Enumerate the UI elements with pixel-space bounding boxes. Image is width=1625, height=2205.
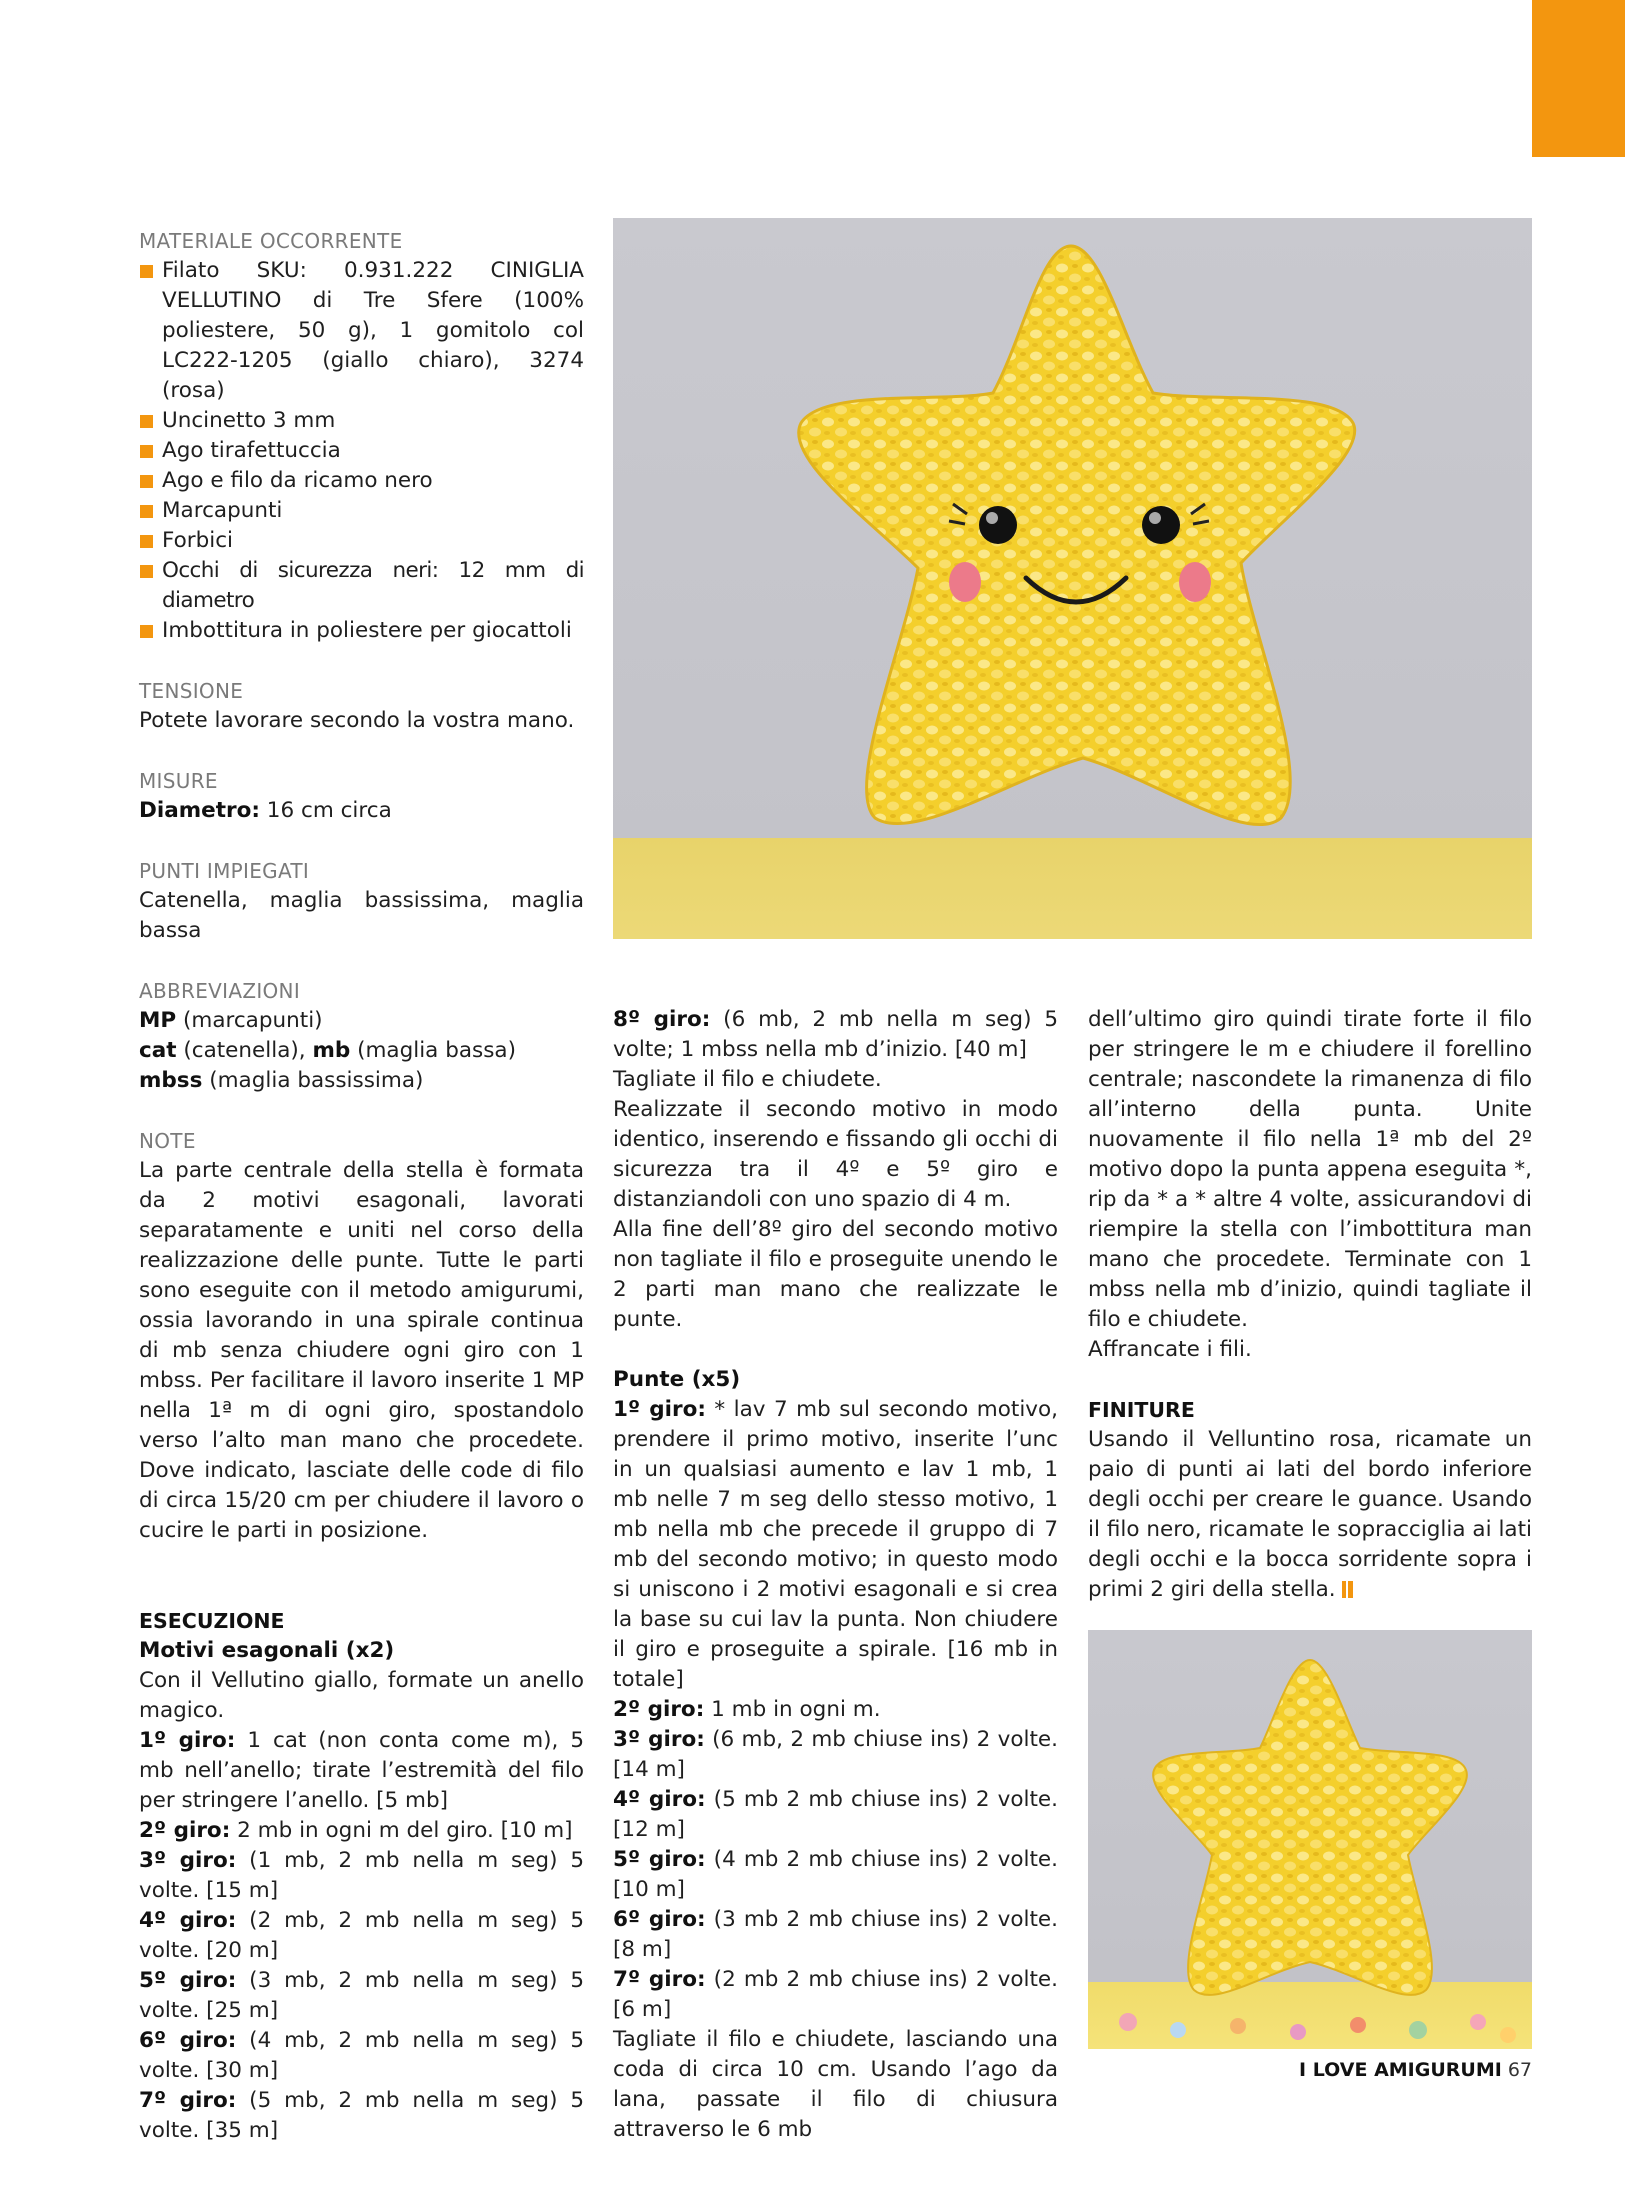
round-text: (4 mb 2 mb chiuse ins) 2 volte. [10 m] bbox=[613, 1847, 1058, 1902]
stitches-text: Catenella, maglia bassissima, maglia bassa bbox=[139, 888, 584, 943]
bead bbox=[1500, 2027, 1516, 2043]
bead bbox=[1409, 2021, 1427, 2039]
stitches-heading: PUNTI IMPIEGATI bbox=[139, 859, 310, 883]
hexagon-motifs-title: Motivi esagonali (x2) bbox=[139, 1638, 395, 1663]
round-text: (3 mb, 2 mb nella m seg) 5 volte. [25 m] bbox=[139, 1968, 584, 2023]
size-section bbox=[139, 766, 584, 826]
instruction-paragraph: Alla fine dell’8º giro del secondo motivo non tagliate il filo e proseguite unendo le 2 parti man mano che realizzate le punte. bbox=[613, 1217, 1058, 1332]
round-text: (6 mb, 2 mb chiuse ins) 2 volte. [14 m] bbox=[613, 1727, 1058, 1782]
round-label: 2º giro: bbox=[139, 1818, 231, 1843]
execution-heading: ESECUZIONE bbox=[139, 1609, 285, 1633]
round-line bbox=[139, 1966, 584, 2026]
size-label: Diametro: bbox=[139, 798, 260, 823]
abbreviation-line bbox=[139, 1066, 584, 1096]
round-text: (2 mb, 2 mb nella m seg) 5 volte. [20 m] bbox=[139, 1908, 584, 1963]
abbreviations-section bbox=[139, 976, 584, 1096]
round-line bbox=[139, 1726, 584, 1816]
left-column bbox=[139, 226, 584, 2146]
abbr-definition: (catenella), bbox=[176, 1038, 313, 1063]
right-eye bbox=[1142, 506, 1180, 544]
round-line bbox=[139, 1906, 584, 1966]
round-label: 4º giro: bbox=[613, 1787, 706, 1812]
left-eye bbox=[979, 506, 1017, 544]
notes-section bbox=[139, 1126, 584, 1546]
star-illustration bbox=[613, 218, 1532, 939]
round-text: 1 mb in ogni m. bbox=[704, 1697, 881, 1722]
round-line bbox=[613, 1695, 1058, 1725]
magazine-name: I LOVE AMIGURUMI bbox=[1299, 2059, 1502, 2081]
round-text: 1 cat (non conta come m), 5 mb nell’anello; tirate l’estremità del filo per stringere l’anello. [5 mb] bbox=[139, 1728, 584, 1813]
closing-paragraph-continued: dell’ultimo giro quindi tirate forte il filo per stringere le m e chiudere il forellino centrale; nascondete la rimanenza di filo all’interno della punta. Unite nuovamente il filo nella 1ª mb del 2º motivo dopo la punta appena eseguita *, rip da * a * altre 4 volte, assicurandovi di riempire la stella con l’imbottitura man mano che procedete. Terminate con 1 mbss nella mb d’inizio, quindi tagliate il filo e chiudete. bbox=[1088, 1007, 1532, 1332]
round-text: (5 mb 2 mb chiuse ins) 2 volte. [12 m] bbox=[613, 1787, 1058, 1842]
middle-column bbox=[613, 1005, 1058, 2145]
round-line bbox=[613, 1005, 1058, 1065]
finishing-text bbox=[1088, 1425, 1532, 1605]
round-line bbox=[139, 1846, 584, 1906]
materials-item: Marcapunti bbox=[139, 496, 584, 526]
bead bbox=[1350, 2017, 1366, 2033]
abbreviation-line bbox=[139, 1006, 584, 1036]
round-line bbox=[613, 1965, 1058, 2025]
round-text: (4 mb, 2 mb nella m seg) 5 volte. [30 m] bbox=[139, 2028, 584, 2083]
size-heading: MISURE bbox=[139, 769, 218, 793]
round-line bbox=[613, 1725, 1058, 1785]
materials-section bbox=[139, 226, 584, 646]
materials-list bbox=[139, 256, 584, 646]
closing-paragraph: Tagliate il filo e chiudete, lasciando una coda di circa 10 cm. Usando l’ago da lana, passate il filo di chiusura attraverso le 6 mb bbox=[613, 2027, 1058, 2142]
bead bbox=[1119, 2013, 1137, 2031]
round-text: (3 mb 2 mb chiuse ins) 2 volte. [8 m] bbox=[613, 1907, 1058, 1962]
materials-item: Occhi di sicurezza neri: 12 mm di diametro bbox=[139, 556, 584, 616]
bead bbox=[1470, 2014, 1486, 2030]
materials-item: Ago e filo da ricamo nero bbox=[139, 466, 584, 496]
abbr-term: mb bbox=[312, 1038, 351, 1063]
abbr-term: mbss bbox=[139, 1068, 203, 1093]
round-line bbox=[139, 1816, 584, 1846]
instruction-paragraph: Tagliate il filo e chiudete. bbox=[613, 1067, 882, 1092]
round-label: 7º giro: bbox=[613, 1967, 706, 1992]
abbreviation-line bbox=[139, 1036, 584, 1066]
round-line bbox=[139, 2026, 584, 2086]
finishing-heading: FINITURE bbox=[1088, 1398, 1195, 1422]
round-label: 2º giro: bbox=[613, 1697, 705, 1722]
round-text: (5 mb, 2 mb nella m seg) 5 volte. [35 m] bbox=[139, 2088, 584, 2143]
materials-item: Uncinetto 3 mm bbox=[139, 406, 584, 436]
points-title: Punte (x5) bbox=[613, 1367, 741, 1392]
abbreviations-heading: ABBREVIAZIONI bbox=[139, 979, 301, 1003]
round-text: (2 mb 2 mb chiuse ins) 2 volte. [6 m] bbox=[613, 1967, 1058, 2022]
round-label: 1º giro: bbox=[139, 1728, 236, 1753]
round-label: 3º giro: bbox=[139, 1848, 237, 1873]
finishing-text-body: Usando il Velluntino rosa, ricamate un paio di punti ai lati del bordo inferiore degli occhi per creare le guance. Usando il filo nero, ricamate le sopracciglia ai lati degli occhi e la bocca sorridente sopra i primi 2 giri della stella. bbox=[1088, 1427, 1532, 1602]
tension-section bbox=[139, 676, 584, 736]
execution-section bbox=[139, 1606, 584, 2146]
round-label: 4º giro: bbox=[139, 1908, 237, 1933]
right-cheek bbox=[1179, 562, 1211, 602]
round-line bbox=[613, 1845, 1058, 1905]
round-label: 6º giro: bbox=[613, 1907, 706, 1932]
hexagon-intro: Con il Vellutino giallo, formate un anello magico. bbox=[139, 1668, 584, 1723]
materials-item: Imbottitura in poliestere per giocattoli bbox=[139, 616, 584, 646]
materials-heading: MATERIALE OCCORRENTE bbox=[139, 229, 403, 253]
materials-item: Filato SKU: 0.931.222 CINIGLIA VELLUTINO di Tre Sfere (100% poliestere, 50 g), 1 gomitolo col LC222-1205 (giallo chiaro), 3274 (rosa) bbox=[139, 256, 584, 406]
round-label: 3º giro: bbox=[613, 1727, 705, 1752]
stitches-section bbox=[139, 856, 584, 946]
left-cheek bbox=[949, 562, 981, 602]
page-footer bbox=[1299, 2055, 1532, 2085]
abbr-term: cat bbox=[139, 1038, 177, 1063]
notes-heading: NOTE bbox=[139, 1129, 196, 1153]
size-text bbox=[139, 796, 584, 826]
star-body bbox=[1153, 1660, 1467, 1995]
round-label: 6º giro: bbox=[139, 2028, 237, 2053]
round-label: 5º giro: bbox=[139, 1968, 237, 1993]
round-text: 2 mb in ogni m del giro. [10 m] bbox=[230, 1818, 573, 1843]
abbr-definition: (maglia bassa) bbox=[350, 1038, 516, 1063]
right-column bbox=[1088, 1005, 1532, 1605]
round-label: 5º giro: bbox=[613, 1847, 706, 1872]
fasten-threads: Affrancate i fili. bbox=[1088, 1337, 1252, 1362]
abbr-term: MP bbox=[139, 1008, 177, 1033]
round-text: (1 mb, 2 mb nella m seg) 5 volte. [15 m] bbox=[139, 1848, 584, 1903]
round-label: 8º giro: bbox=[613, 1007, 711, 1032]
abbr-definition: (maglia bassissima) bbox=[202, 1068, 424, 1093]
round-line bbox=[613, 1785, 1058, 1845]
round-label: 7º giro: bbox=[139, 2088, 237, 2113]
bead bbox=[1290, 2024, 1306, 2040]
tension-text: Potete lavorare secondo la vostra mano. bbox=[139, 708, 575, 733]
instruction-paragraph: Realizzate il secondo motivo in modo identico, inserendo e fissando gli occhi di sicurezza tra il 4º e 5º giro e distanziandoli con uno spazio di 4 m. bbox=[613, 1097, 1058, 1212]
materials-item: Ago tirafettuccia bbox=[139, 436, 584, 466]
bead bbox=[1230, 2018, 1246, 2034]
star-amigurumi-photo-small bbox=[1088, 1630, 1532, 2049]
star-illustration-small bbox=[1088, 1630, 1532, 2049]
orange-page-tab bbox=[1532, 0, 1625, 157]
page-number: 67 bbox=[1507, 2059, 1532, 2081]
tension-heading: TENSIONE bbox=[139, 679, 244, 703]
bead bbox=[1170, 2022, 1186, 2038]
materials-item: Forbici bbox=[139, 526, 584, 556]
round-label: 1º giro: bbox=[613, 1397, 706, 1422]
round-line bbox=[139, 2086, 584, 2146]
abbr-definition: (marcapunti) bbox=[176, 1008, 323, 1033]
round-text: * lav 7 mb sul secondo motivo, prendere il primo motivo, inserite l’unc in un qualsiasi aumento e lav 1 mb, 1 mb nelle 7 m seg dello stesso motivo, 1 mb nella mb che precede il gruppo di 7 mb del secondo motivo; in questo modo si uniscono i 2 motivi esagonali e si crea la base su cui lav la punta. Non chiudere il giro e proseguite a spirale. [16 mb in totale] bbox=[613, 1397, 1059, 1692]
round-line bbox=[613, 1395, 1058, 1695]
star-amigurumi-photo bbox=[613, 218, 1532, 939]
end-mark-icon bbox=[1342, 1581, 1355, 1598]
round-text: (6 mb, 2 mb nella m seg) 5 volte; 1 mbss nella mb d’inizio. [40 m] bbox=[613, 1007, 1058, 1062]
round-line bbox=[613, 1905, 1058, 1965]
notes-text: La parte centrale della stella è formata da 2 motivi esagonali, lavorati separatamente e uniti nel corso della realizzazione delle punte. Tutte le parti sono eseguite con il metodo amigurumi, ossia lavorando in una spirale continua di mb senza chiudere ogni giro con 1 mbss. Per facilitare il lavoro inserite 1 MP nella 1ª m di ogni giro, spostandolo verso l’alto man mano che procedete. Dove indicato, lasciate delle code di filo di circa 15/20 cm per chiudere il lavoro o cucire le parti in posizione. bbox=[139, 1158, 584, 1543]
star-body bbox=[799, 246, 1355, 825]
size-value: 16 cm circa bbox=[259, 798, 392, 823]
